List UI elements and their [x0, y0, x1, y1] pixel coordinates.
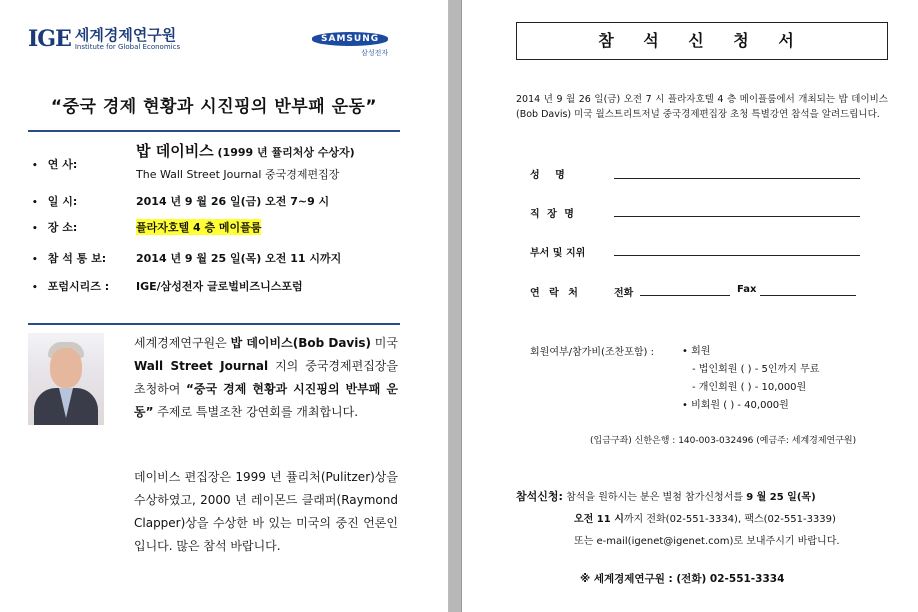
membership-option[interactable]: • 비회원 ( ) - 40,000원 [682, 400, 789, 411]
membership-label: 회원여부/참가비(조찬포함) : [530, 347, 654, 358]
apply-email: 또는 e-mail(igenet@igenet.com)로 보내주시기 바랍니다. [574, 536, 840, 547]
speaker-photo [28, 333, 104, 425]
info-label: • 일 시: [28, 193, 128, 209]
info-label: • 연 사: [28, 156, 128, 172]
info-label: • 장 소: [28, 219, 128, 235]
name-input-line[interactable] [614, 178, 860, 179]
ige-logo-korean: 세계경제연구원 [74, 25, 177, 44]
speaker-award: (1999 년 퓰리처상 수상자) [217, 146, 355, 159]
membership-option: • 회원 [682, 346, 711, 357]
apply-instructions: 참석신청: 참석을 원하시는 분은 별첨 참가신청서를 9 월 25 일(목) 오전 11 시까지 전화(02-551-3334), 팩스(02-551-3339) 또는 e-mail(igenet@igenet.com)로 보내주시기 바랍니다. [516, 486, 888, 553]
bank-account: (입금구좌) 신한은행 : 140-003-032496 (예금주: 세계경제연구원) [590, 436, 857, 446]
left-page [0, 0, 449, 612]
samsung-logo [312, 26, 388, 58]
department-input-line[interactable] [614, 255, 860, 256]
ige-logo [28, 26, 180, 52]
event-title: “중국 경제 현황과 시진핑의 반부패 운동” [50, 97, 378, 117]
phone-label: 전화 [614, 288, 634, 299]
workplace-input-line[interactable] [614, 216, 860, 217]
form-title: 참 석 신 청 서 [516, 22, 888, 60]
divider [28, 130, 400, 132]
fax-input-line[interactable] [760, 295, 856, 296]
membership-option[interactable]: - 개인회원 ( ) - 10,000원 [692, 382, 807, 393]
intro-paragraph: 세계경제연구원은 밥 데이비스(Bob Davis) 미국 Wall Street Journal 지의 중국경제편집장을 초청하여 “중국 경제 현황과 시진핑의 반부패 운동” 주제로 특별조찬 강연회를 개최합니다. [134, 336, 398, 419]
ige-logo-mark: IGE [28, 26, 71, 52]
speaker-name: 밥 데이비스 [136, 142, 214, 160]
page-gutter [449, 0, 461, 612]
membership-options [682, 343, 819, 415]
samsung-logo-korean: 삼성전자 [361, 49, 389, 57]
bio-paragraph: 데이비스 편집장은 1999 년 퓰리처(Pulitzer)상을 수상하였고, 2000 년 레이몬드 클래퍼(Raymond Clapper)상을 수상한 바 있는 미국의 중진 언론인입니다. 많은 참석 바랍니다. [134, 470, 398, 553]
speaker-name-highlight: 밥 데이비스(Bob Davis) [230, 336, 371, 350]
field-label: 연 락 처 [530, 288, 581, 299]
info-label: • 참 석 통 보: [28, 250, 128, 266]
info-value: IGE/삼성전자 글로벌비즈니스포럼 [136, 280, 303, 293]
field-label: 직 장 명 [530, 209, 576, 220]
info-label: • 포럼시리즈 : [28, 278, 128, 294]
apply-deadline: 9 월 25 일(목) [746, 492, 816, 503]
membership-option[interactable]: - 법인회원 ( ) - 5인까지 무료 [692, 364, 820, 375]
info-value: 2014 년 9 월 25 일(목) 오전 11 시까지 [136, 252, 342, 265]
apply-deadline-time: 오전 11 시 [574, 514, 624, 525]
field-label: 부서 및 지위 [530, 248, 586, 259]
form-intro: 2014 년 9 월 26 일(금) 오전 7 시 플라자호텔 4 층 메이플룸에서 개최되는 밥 데이비스(Bob Davis) 미국 월스트리트저널 중국경제편집장 초청 특별강연 참석을 알려드립니다. [516, 94, 888, 120]
divider [28, 323, 400, 325]
samsung-logo-mark: SAMSUNG [312, 32, 388, 46]
footer-contact: ※ 세계경제연구원 : (전화) 02-551-3334 [580, 573, 785, 585]
ige-logo-english: Institute for Global Economics [74, 42, 181, 51]
apply-label: 참석신청: [516, 490, 563, 503]
field-label: 성 명 [530, 170, 571, 181]
info-value: 2014 년 9 월 26 일(금) 오전 7~9 시 [136, 195, 330, 208]
fax-label: Fax [737, 284, 757, 295]
right-page [461, 0, 918, 612]
info-value: 플라자호텔 4 층 메이플룸 [136, 221, 262, 234]
phone-input-line[interactable] [640, 295, 730, 296]
topic-highlight: “중국 경제 현황과 시진핑의 반부패 운동” [134, 382, 398, 419]
speaker-title: The Wall Street Journal 중국경제편집장 [136, 168, 340, 181]
